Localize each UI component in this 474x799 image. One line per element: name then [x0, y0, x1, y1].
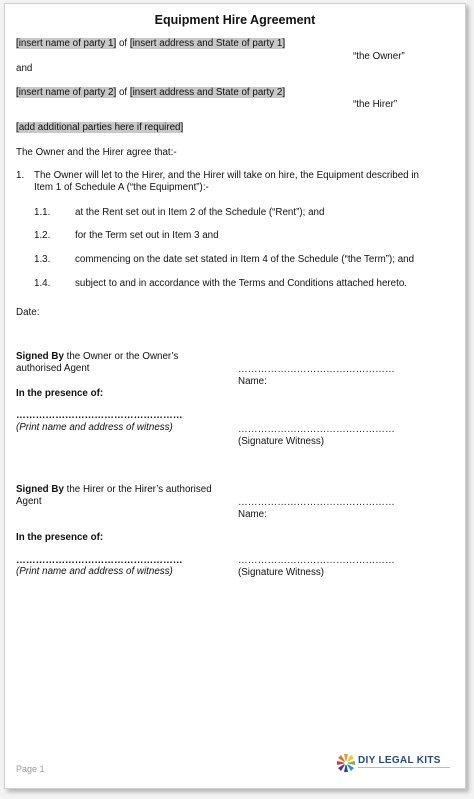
owner-signed-by-line: [16, 351, 178, 363]
subclause-number: 1.4.: [34, 278, 51, 289]
hirer-witness-signature-label: (Signature Witness): [238, 567, 325, 578]
party1-role: “the Owner”: [353, 51, 405, 62]
clause1-line1: The Owner will let to the Hirer, and the Hirer will take on hire, the Equipment described in: [34, 170, 419, 181]
subclause-number: 1.3.: [34, 254, 51, 265]
document-page: [4, 3, 466, 789]
subclause-text: subject to and in accordance with the Terms and Conditions attached hereto.: [75, 278, 408, 289]
diy-legal-kits-logo: [336, 752, 454, 774]
owner-name-label: Name:: [238, 376, 267, 387]
hirer-name-label: Name:: [238, 509, 267, 520]
document-title: Equipment Hire Agreement: [154, 13, 316, 27]
agree-intro: The Owner and the Hirer agree that:-: [16, 147, 177, 158]
subclause-number: 1.1.: [34, 207, 51, 218]
party1-name-placeholder[interactable]: [insert name of party 1]: [16, 38, 117, 49]
logo-underline: [358, 767, 450, 768]
hirer-signed-by-rest: the Hirer or the Hirer’s authorised: [63, 484, 212, 495]
party1-line: [16, 38, 285, 50]
clause1-line2: Item 1 of Schedule A (“the Equipment”):-: [34, 182, 209, 193]
logo-text: DIY LEGAL KITS: [358, 755, 441, 766]
hirer-authorised-agent: Agent: [16, 496, 42, 507]
additional-parties-placeholder[interactable]: [add additional parties here if required]: [16, 122, 184, 133]
subclause-text: at the Rent set out in Item 2 of the Schedule (“Rent”); and: [75, 207, 325, 218]
party1-address-placeholder[interactable]: [insert address and State of party 1]: [129, 38, 286, 49]
owner-witness-line[interactable]: ……………………………………………: [16, 410, 183, 421]
hirer-signature-line[interactable]: …………………………………………: [238, 497, 395, 508]
owner-witness-signature-line[interactable]: …………………………………………: [238, 424, 395, 435]
page-number: Page 1: [16, 764, 45, 774]
party2-of: of: [118, 87, 128, 98]
hirer-presence-label: In the presence of:: [16, 532, 104, 543]
clause1-number: 1.: [16, 170, 25, 181]
starburst-logo-icon: [336, 752, 356, 774]
owner-signature-line[interactable]: …………………………………………: [238, 364, 395, 375]
party2-name-placeholder[interactable]: [insert name of party 2]: [16, 87, 117, 98]
subclause-text: for the Term set out in Item 3 and: [75, 230, 219, 241]
owner-authorised-agent: authorised Agent: [16, 363, 90, 374]
date-label: Date:: [16, 307, 40, 318]
party2-role: “the Hirer”: [353, 99, 398, 110]
subclause-text: commencing on the date set stated in Item 4 of the Schedule (“the Term”); and: [75, 254, 415, 265]
owner-witness-signature-label: (Signature Witness): [238, 436, 325, 447]
hirer-signed-by: Signed By: [16, 484, 64, 495]
party2-line: [16, 87, 285, 99]
owner-witness-caption: (Print name and address of witness): [16, 422, 173, 433]
hirer-witness-line[interactable]: ……………………………………………: [16, 555, 183, 566]
hirer-signed-by-line: [16, 484, 212, 496]
subclause-number: 1.2.: [34, 230, 51, 241]
and-connector: and: [16, 63, 33, 74]
hirer-witness-signature-line[interactable]: …………………………………………: [238, 555, 395, 566]
additional-parties-line: [16, 122, 183, 134]
party1-of: of: [118, 38, 128, 49]
party2-address-placeholder[interactable]: [insert address and State of party 2]: [129, 87, 286, 98]
owner-signed-by: Signed By: [16, 351, 64, 362]
owner-presence-label: In the presence of:: [16, 388, 104, 399]
owner-signed-by-rest: the Owner or the Owner’s: [63, 351, 179, 362]
hirer-witness-caption: (Print name and address of witness): [16, 566, 173, 577]
